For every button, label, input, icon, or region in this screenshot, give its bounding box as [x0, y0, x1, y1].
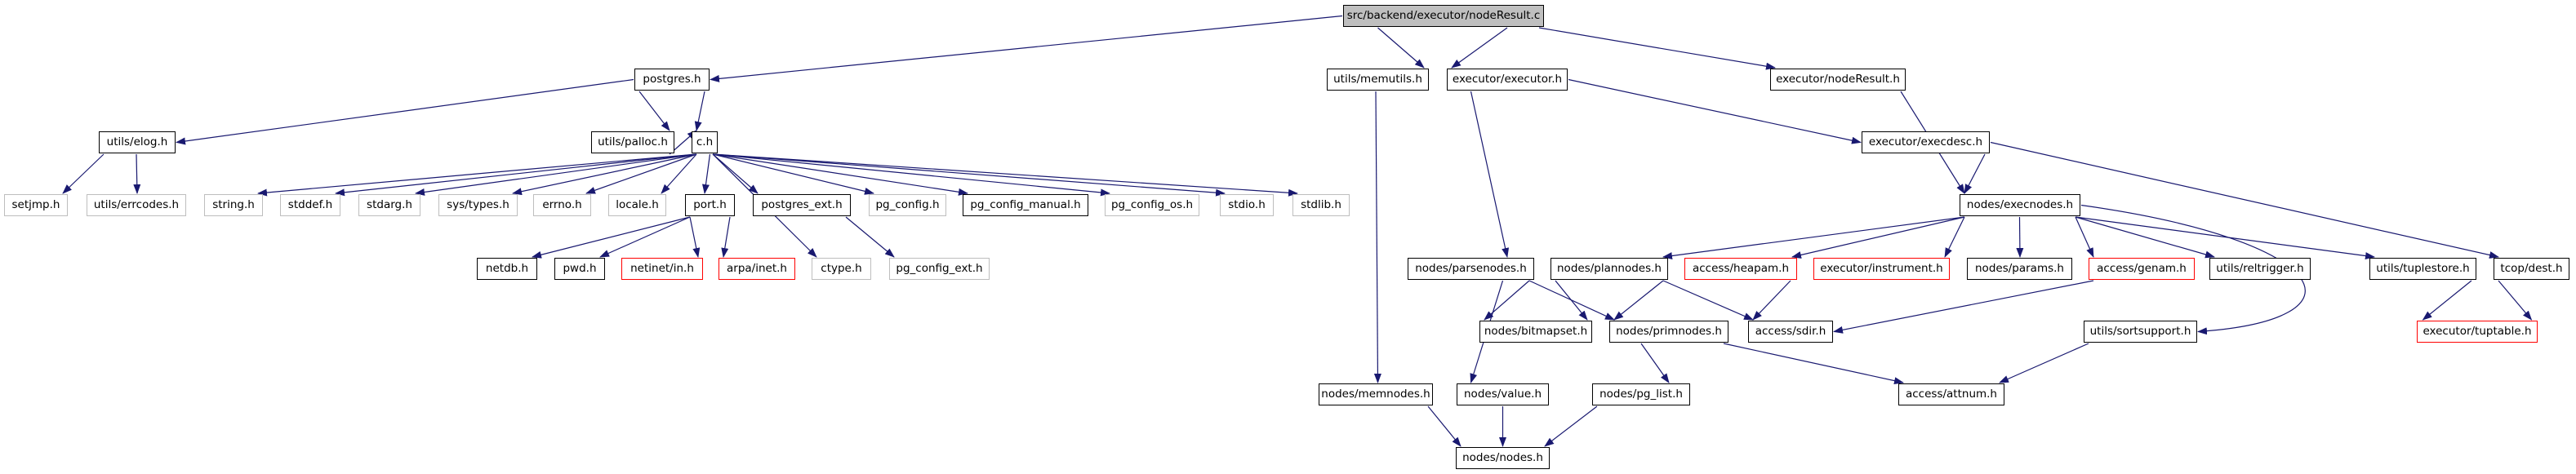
graph-node-locale-h: locale.h: [608, 194, 666, 216]
graph-node-instrument[interactable]: executor/instrument.h: [1813, 258, 1950, 280]
edge-plannodes-to-sdir: [1663, 281, 1753, 320]
edge-primnodes-to-pg_list: [1641, 343, 1669, 383]
edge-execnodes-to-params: [2020, 217, 2021, 257]
graph-node-palloc-h[interactable]: utils/palloc.h: [591, 131, 674, 153]
graph-node-sortsupport[interactable]: utils/sortsupport.h: [2084, 321, 2197, 343]
edge-c_h-to-string_h: [258, 154, 696, 193]
graph-node-pg-config-manual[interactable]: pg_config_manual.h: [963, 194, 1088, 216]
edge-execnodes-to-instrument: [1945, 217, 1964, 257]
edge-port_h-to-pwd_h: [600, 217, 690, 257]
edge-execdesc_h-to-execnodes: [1964, 154, 1985, 193]
edge-nodeResult_c-to-nodeResult_h: [1539, 28, 1775, 68]
edge-elog_h-to-setjmp: [63, 154, 104, 193]
graph-node-pg-list[interactable]: nodes/pg_list.h: [1592, 383, 1690, 405]
edge-genam-to-sdir: [1834, 281, 2093, 332]
graph-node-params[interactable]: nodes/params.h: [1967, 258, 2072, 280]
edge-execnodes-to-tuplestore: [2075, 217, 2374, 257]
edge-postgres_h-to-palloc_h: [639, 91, 670, 131]
graph-node-setjmp: setjmp.h: [4, 194, 68, 216]
graph-node-parsenodes[interactable]: nodes/parsenodes.h: [1408, 258, 1534, 280]
edge-nodeResult_c-to-postgres_h: [710, 16, 1342, 80]
edge-c_h-to-port_h: [705, 154, 710, 193]
edge-postgres_ext-to-pg_config_ext: [846, 217, 894, 257]
edge-primnodes-to-attnum: [1724, 343, 1903, 383]
graph-node-nodes-h[interactable]: nodes/nodes.h: [1456, 447, 1550, 469]
graph-node-errno-h: errno.h: [533, 194, 591, 216]
edge-port_h-to-netdb: [532, 217, 690, 257]
graph-node-ctype-h: ctype.h: [812, 258, 871, 280]
edge-memnodes-to-nodes_h: [1428, 406, 1461, 446]
graph-node-netinet-in[interactable]: netinet/in.h: [621, 258, 703, 280]
edge-c_h-to-sys_types: [513, 154, 696, 193]
graph-node-execdesc-h[interactable]: executor/execdesc.h: [1862, 131, 1990, 153]
edge-heapam-to-sdir: [1753, 281, 1791, 320]
edge-plannodes-to-primnodes: [1614, 281, 1663, 320]
edge-parsenodes-to-bitmapset: [1484, 281, 1529, 320]
edge-c_h-to-pg_config_manual: [713, 154, 968, 193]
edge-c_h-to-stddef: [336, 154, 696, 193]
graph-node-errcodes: utils/errcodes.h: [87, 194, 186, 216]
graph-node-sys-types: sys/types.h: [438, 194, 518, 216]
graph-node-pg-config-os: pg_config_os.h: [1105, 194, 1199, 216]
edge-execnodes-to-plannodes: [1663, 217, 1964, 257]
graph-node-bitmapset[interactable]: nodes/bitmapset.h: [1479, 321, 1592, 343]
graph-node-memnodes[interactable]: nodes/memnodes.h: [1319, 383, 1433, 405]
graph-node-genam[interactable]: access/genam.h: [2089, 258, 2195, 280]
graph-node-primnodes[interactable]: nodes/primnodes.h: [1609, 321, 1728, 343]
edge-c_h-to-stdlib: [713, 154, 1297, 193]
edge-c_h-to-pg_config: [713, 154, 874, 193]
graph-node-postgres-ext[interactable]: postgres_ext.h: [753, 194, 851, 216]
graph-node-tuptable[interactable]: executor/tuptable.h: [2417, 321, 2538, 343]
edge-dest_h-to-tuptable: [2498, 281, 2532, 320]
graph-node-heapam[interactable]: access/heapam.h: [1684, 258, 1797, 280]
graph-node-memutils-h[interactable]: utils/memutils.h: [1327, 69, 1429, 91]
graph-node-pg-config-ext: pg_config_ext.h: [889, 258, 990, 280]
graph-node-arpa-inet[interactable]: arpa/inet.h: [719, 258, 795, 280]
graph-node-stddef: stddef.h: [280, 194, 340, 216]
graph-node-value-h[interactable]: nodes/value.h: [1457, 383, 1549, 405]
graph-node-execnodes[interactable]: nodes/execnodes.h: [1960, 194, 2080, 216]
edge-c_h-to-errno_h: [586, 154, 696, 193]
edge-sortsupport-to-attnum: [2000, 343, 2089, 383]
graph-node-stdlib: stdlib.h: [1292, 194, 1350, 216]
edge-plannodes-to-bitmapset: [1555, 281, 1587, 320]
graph-node-postgres-h[interactable]: postgres.h: [634, 69, 710, 91]
edge-c_h-to-stdio: [713, 154, 1225, 193]
edge-port_h-to-arpa_inet: [723, 217, 730, 257]
edge-execnodes-to-reltrigger: [2075, 217, 2214, 257]
graph-node-attnum[interactable]: access/attnum.h: [1898, 383, 2004, 405]
edge-parsenodes-to-primnodes: [1529, 281, 1614, 320]
graph-node-elog-h[interactable]: utils/elog.h: [99, 131, 176, 153]
graph-node-plannodes[interactable]: nodes/plannodes.h: [1550, 258, 1668, 280]
edge-nodeResult_c-to-memutils_h: [1378, 28, 1425, 68]
graph-node-nodeResult-c: src/backend/executor/nodeResult.c: [1343, 5, 1544, 27]
edge-pg_list-to-nodes_h: [1545, 406, 1597, 446]
graph-node-stdio: stdio.h: [1220, 194, 1274, 216]
edge-postgres_h-to-c_h: [696, 91, 705, 131]
graph-node-tuplestore[interactable]: utils/tuplestore.h: [2369, 258, 2476, 280]
graph-node-stdarg: stdarg.h: [358, 194, 420, 216]
edge-port_h-to-netinet_in: [690, 217, 698, 257]
edge-tuplestore-to-tuptable: [2423, 281, 2472, 320]
graph-node-sdir[interactable]: access/sdir.h: [1748, 321, 1833, 343]
edge-c_h-to-locale_h: [661, 154, 696, 193]
edge-nodeResult_c-to-executor_h: [1452, 28, 1507, 68]
graph-node-port-h[interactable]: port.h: [685, 194, 735, 216]
graph-node-pg-config: pg_config.h: [869, 194, 946, 216]
edge-executor_h-to-parsenodes: [1471, 91, 1508, 257]
edge-c_h-to-stdarg: [416, 154, 696, 193]
edge-execnodes-to-heapam: [1792, 217, 1964, 257]
graph-node-reltrigger[interactable]: utils/reltrigger.h: [2209, 258, 2311, 280]
edge-postgres_h-to-elog_h: [176, 80, 634, 143]
edge-c_h-to-postgres_ext: [713, 154, 758, 193]
graph-node-c-h[interactable]: c.h: [692, 131, 718, 153]
graph-node-string-h: string.h: [204, 194, 263, 216]
edge-elog_h-to-errcodes: [136, 154, 137, 193]
graph-node-nodeResult-h[interactable]: executor/nodeResult.h: [1770, 69, 1906, 91]
graph-node-dest-h[interactable]: tcop/dest.h: [2494, 258, 2569, 280]
graph-node-netdb[interactable]: netdb.h: [477, 258, 537, 280]
graph-node-pwd-h[interactable]: pwd.h: [554, 258, 605, 280]
edge-c_h-to-pg_config_os: [713, 154, 1110, 193]
edge-memutils_h-to-memnodes: [1376, 91, 1378, 383]
graph-node-executor-h[interactable]: executor/executor.h: [1447, 69, 1568, 91]
edge-execnodes-to-genam: [2075, 217, 2093, 257]
